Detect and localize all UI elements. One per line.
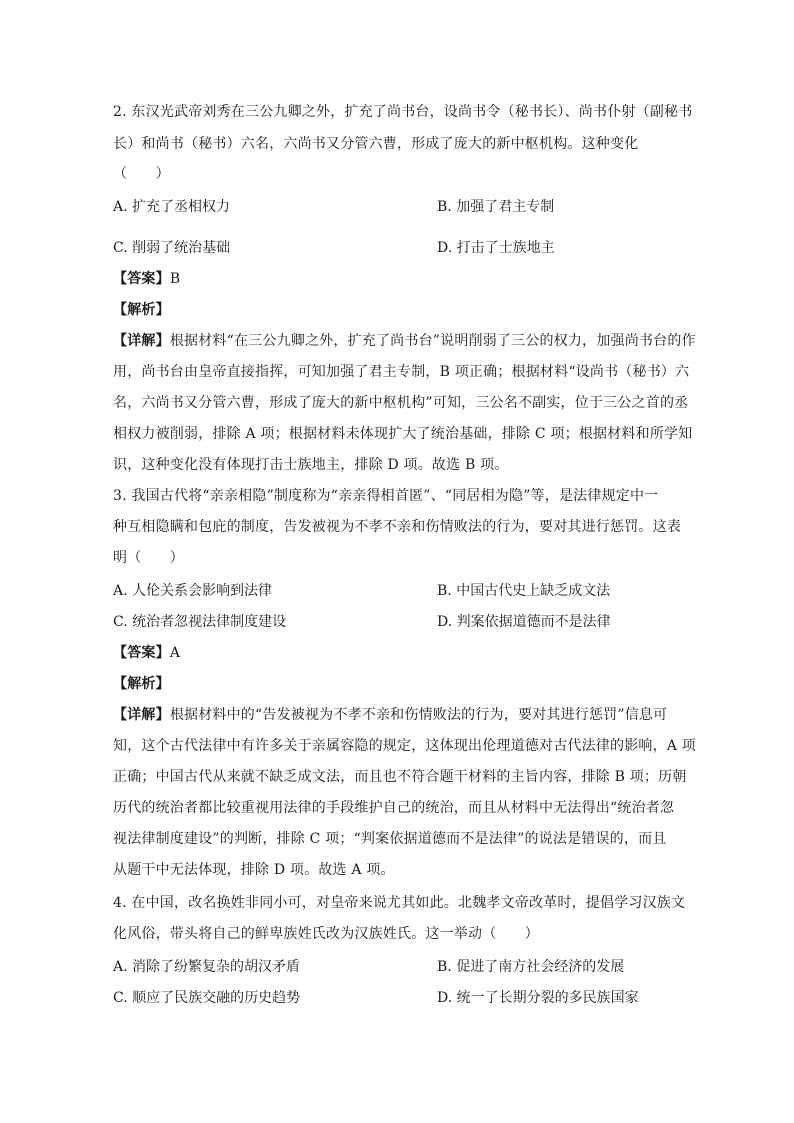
q4-option-d: D. 统一了长期分裂的多民族国家 bbox=[437, 990, 639, 1006]
q3-option-b: B. 中国古代史上缺乏成文法 bbox=[437, 583, 611, 599]
q2-option-b: B. 加强了君主专制 bbox=[437, 199, 555, 215]
q3-answer-value: A bbox=[169, 645, 181, 661]
q2-option-d: D. 打击了士族地主 bbox=[437, 240, 555, 256]
q2-detail-line-2: 用，尚书台由皇帝直接指挥，可知加强了君主专制，B 项正确；根据材料“设尚书（秘书）六 bbox=[113, 364, 690, 380]
q2-detail-line-4: 相权力被削弱，排除 A 项；根据材料未体现扩大了统治基础，排除 C 项；根据材料和所学知 bbox=[113, 426, 693, 442]
q3-option-c: C. 统治者忽视法律制度建设 bbox=[113, 614, 287, 630]
q4-option-a: A. 消除了纷繁复杂的胡汉矛盾 bbox=[113, 959, 301, 975]
q2-stem-line-3: （ ） bbox=[113, 166, 170, 182]
q3-option-d: D. 判案依据道德而不是法律 bbox=[437, 614, 611, 630]
q2-answer-tag: 【答案】 bbox=[113, 271, 170, 287]
q3-detail-line-6: 从题干中无法体现，排除 D 项。故选 A 项。 bbox=[113, 862, 395, 878]
q3-detail-line-5: 视法律制度建设”的判断，排除 C 项；“判案依据道德而不是法律”的说法是错误的，而且 bbox=[113, 831, 667, 847]
q2-detail-line-3: 名，六尚书又分管六曹，形成了庞大的新中枢机构”可知，三公名不副实，位于三公之首的丞 bbox=[113, 395, 689, 411]
q4-option-b: B. 促进了南方社会经济的发展 bbox=[437, 959, 625, 975]
q3-answer-tag: 【答案】 bbox=[113, 645, 170, 661]
q3-detail-line-2: 知，这个古代法律中有许多关于亲属容隐的规定，这体现出伦理道德对古代法律的影响，A 项 bbox=[113, 738, 696, 754]
q3-detail-line-1 bbox=[113, 705, 667, 725]
q2-answer-line bbox=[113, 269, 180, 289]
q4-option-c: C. 顺应了民族交融的历史趋势 bbox=[113, 990, 301, 1006]
q2-analysis-tag: 【解析】 bbox=[113, 302, 170, 318]
q3-stem-line-1: 3. 我国古代将“亲亲相隐”制度称为“亲亲得相首匿”、“同居相为隐”等，是法律规定中一 bbox=[113, 488, 659, 504]
q2-detail-line-5: 识，这种变化没有体现打击士族地主，排除 D 项。故选 B 项。 bbox=[113, 457, 509, 473]
q3-detail-tag: 【详解】 bbox=[113, 707, 170, 723]
q3-stem-line-3: 明（ ） bbox=[113, 550, 184, 566]
q3-detail-text-1: 根据材料中的“告发被视为不孝不亲和伤情败法的行为，要对其进行惩罚”信息可 bbox=[169, 707, 668, 723]
q2-option-c: C. 削弱了统治基础 bbox=[113, 240, 231, 256]
q3-analysis-tag: 【解析】 bbox=[113, 676, 170, 692]
q2-detail-tag: 【详解】 bbox=[113, 333, 170, 349]
q2-answer-value: B bbox=[169, 271, 181, 287]
q2-detail-text-1: 根据材料“在三公九卿之外，扩充了尚书台”说明削弱了三公的权力，加强尚书台的作 bbox=[169, 333, 696, 349]
q2-option-a: A. 扩充了丞相权力 bbox=[113, 199, 231, 215]
q3-detail-line-3: 正确；中国古代从来就不缺乏成文法，而且也不符合题干材料的主旨内容，排除 B 项；历朝 bbox=[113, 769, 687, 785]
q3-detail-line-4: 历代的统治者都比较重视用法律的手段维护自己的统治，而且从材料中无法得出“统治者忽 bbox=[113, 800, 675, 816]
q4-stem-line-2: 化风俗，带头将自己的鲜卑族姓氏改为汉族姓氏。这一举动（ ） bbox=[113, 926, 539, 942]
q3-answer-line bbox=[113, 643, 180, 663]
q2-stem-line-1: 2. 东汉光武帝刘秀在三公九卿之外，扩充了尚书台，设尚书令（秘书长）、尚书仆射（副秘书 bbox=[113, 104, 693, 120]
q3-option-a: A. 人伦关系会影响到法律 bbox=[113, 583, 273, 599]
q4-stem-line-1: 4. 在中国，改名换姓非同小可，对皇帝来说尤其如此。北魏孝文帝改革时，提倡学习汉族文 bbox=[113, 895, 686, 911]
q3-stem-line-2: 种互相隐瞒和包庇的制度，告发被视为不孝不亲和伤情败法的行为，要对其进行惩罚。这表 bbox=[113, 519, 681, 535]
q2-detail-line-1 bbox=[113, 331, 696, 351]
q2-stem-line-2: 长）和尚书（秘书）六名，六尚书又分管六曹，形成了庞大的新中枢机构。这种变化 bbox=[113, 136, 639, 152]
